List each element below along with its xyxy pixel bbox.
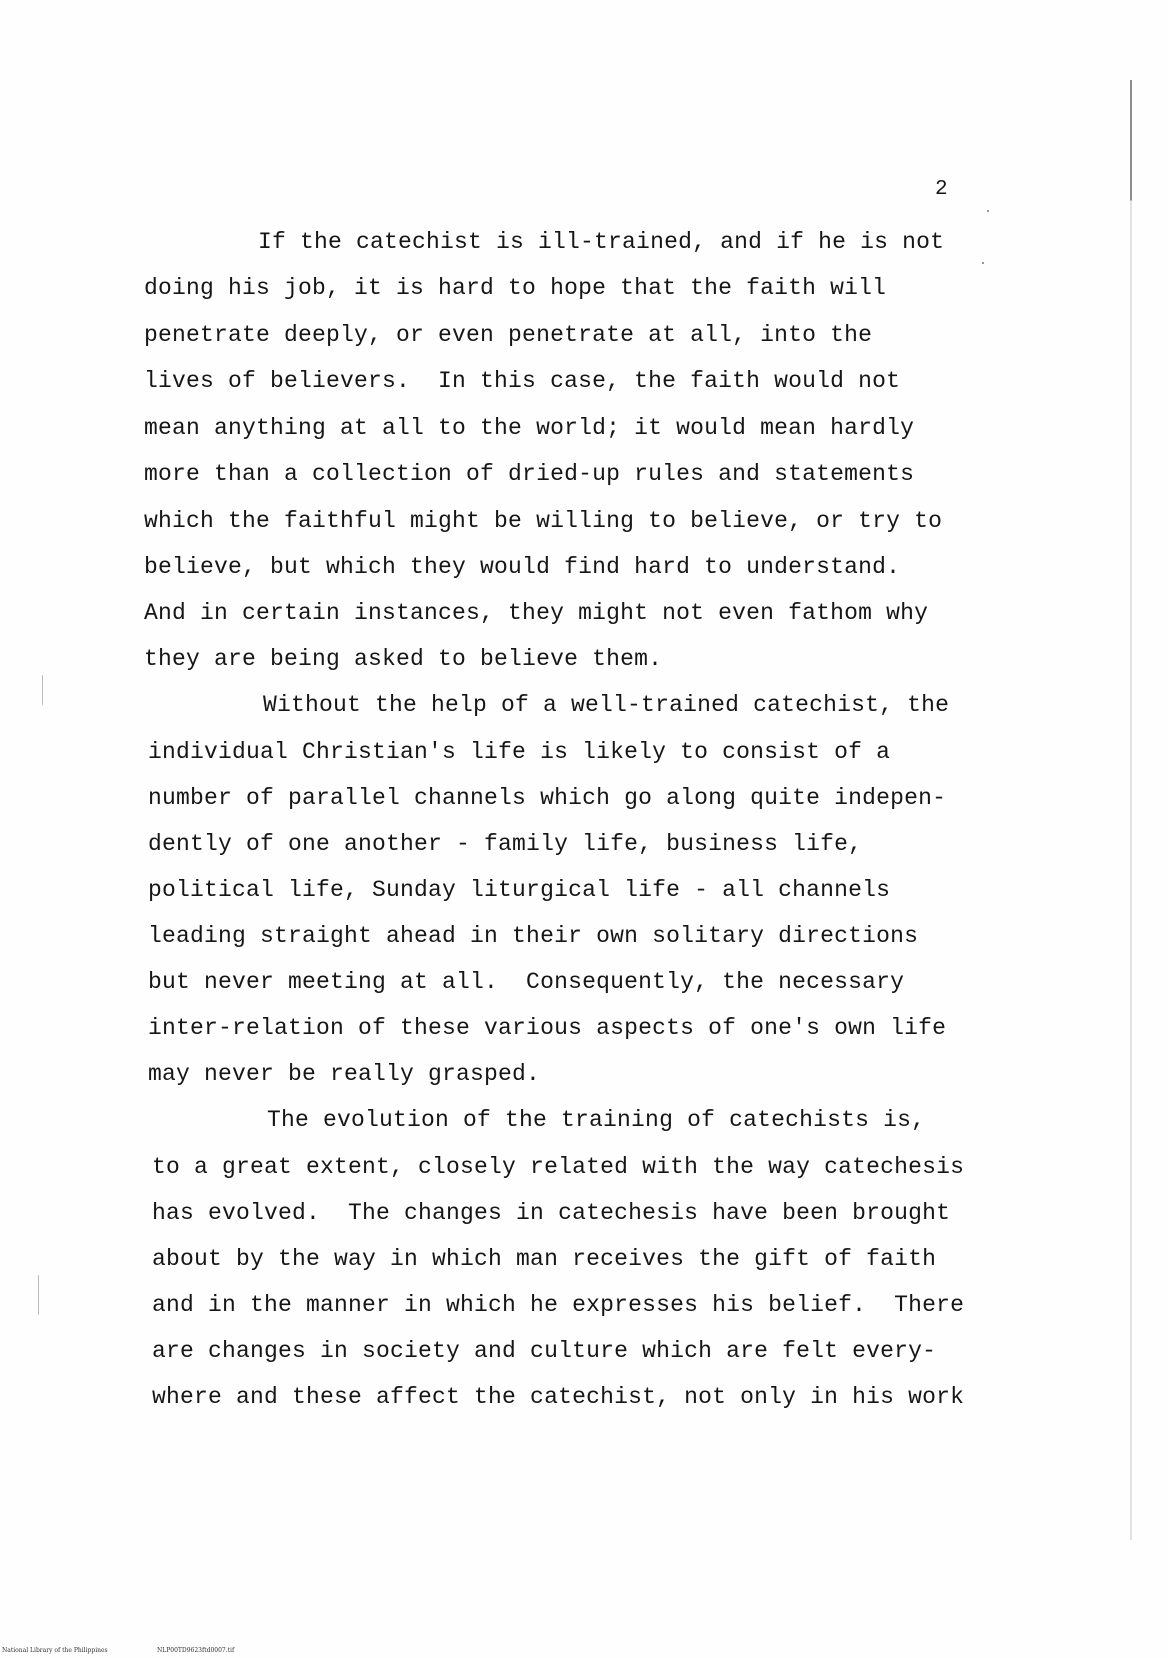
text-line: but never meeting at all. Consequently, the necessary — [148, 969, 905, 995]
text-line: may never be really grasped. — [148, 1061, 541, 1087]
footer-library-label: National Library of the Philippines — [2, 1647, 108, 1654]
text-line: they are being asked to believe them. — [144, 646, 663, 672]
text-line: doing his job, it is hard to hope that the faith will — [144, 275, 887, 301]
text-line: And in certain instances, they might not even fathom why — [144, 600, 929, 626]
text-line: leading straight ahead in their own solitary directions — [148, 923, 919, 949]
text-line: political life, Sunday liturgical life - all channels — [148, 877, 891, 903]
text-line: number of parallel channels which go along quite indepen- — [148, 785, 947, 811]
text-line: about by the way in which man receives the gift of faith — [152, 1246, 937, 1272]
text-line: believe, but which they would find hard to understand. — [144, 554, 901, 580]
text-line: penetrate deeply, or even penetrate at all, into the — [144, 322, 873, 348]
text-line: mean anything at all to the world; it would mean hardly — [144, 415, 915, 441]
scan-speck — [38, 1275, 39, 1315]
text-line: If the catechist is ill-trained, and if he is not — [258, 229, 945, 255]
footer-file-id: NLP00TD9623ftd0007.tif — [157, 1647, 235, 1654]
text-line: Without the help of a well-trained catechist, the — [263, 692, 950, 718]
text-line: dently of one another - family life, business life, — [148, 831, 863, 857]
scan-speck — [982, 262, 984, 264]
text-line: and in the manner in which he expresses his belief. There — [152, 1292, 965, 1318]
text-line: which the faithful might be willing to believe, or try to — [144, 508, 943, 534]
text-line: are changes in society and culture which are felt every- — [152, 1338, 937, 1364]
text-line: inter-relation of these various aspects of one's own life — [148, 1015, 947, 1041]
text-line: individual Christian's life is likely to consist of a — [148, 739, 891, 765]
text-line: The evolution of the training of catechists is, — [267, 1107, 926, 1133]
scan-edge-artifact — [1130, 80, 1132, 1540]
page-number: 2 — [935, 178, 948, 201]
scan-speck — [42, 675, 43, 705]
text-line: lives of believers. In this case, the faith would not — [144, 368, 901, 394]
scan-speck — [987, 210, 989, 212]
text-line: more than a collection of dried-up rules and statements — [144, 461, 915, 487]
text-line: where and these affect the catechist, not only in his work — [152, 1384, 965, 1410]
text-line: to a great extent, closely related with the way catechesis — [152, 1154, 965, 1180]
text-line: has evolved. The changes in catechesis have been brought — [152, 1200, 951, 1226]
